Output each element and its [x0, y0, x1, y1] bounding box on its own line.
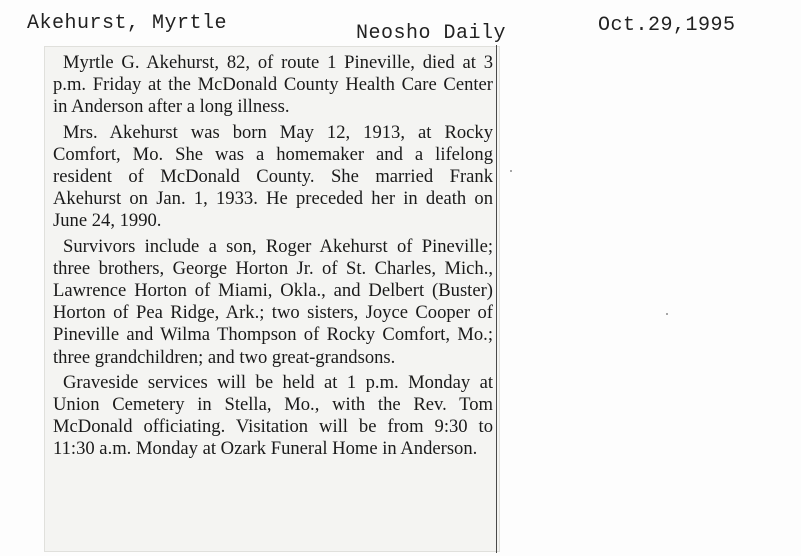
scan-speck: [666, 313, 668, 315]
obituary-paragraph-services: Graveside services will be held at 1 p.m. Monday at Union Cemetery in Stella, Mo., with the Rev. Tom McDonald officiating. Visitation will be from 9:30 to 11:30 a.m. Monday at Ozark Funeral Home in Anderson.: [53, 371, 493, 460]
publication-date-label: Oct.29,1995: [598, 14, 736, 37]
obituary-article: [53, 52, 493, 464]
clipping-cut-edge: [496, 45, 497, 553]
obituary-paragraph-biography: Mrs. Akehurst was born May 12, 1913, at Rocky Comfort, Mo. She was a homemaker and a lifelong resident of McDonald County. She married Frank Akehurst on Jan. 1, 1933. He preceded her in death on June 24, 1990.: [53, 121, 493, 232]
obituary-paragraph-survivors: Survivors include a son, Roger Akehurst of Pineville; three brothers, George Horton Jr. of St. Charles, Mich., Lawrence Horton of Miami, Okla., and Delbert (Buster) Horton of Pea Ridge, Ark.; two sisters, Joyce Cooper of Pineville and Wilma Thompson of Rocky Comfort, Mo.; three grandchildren; and two great-grandsons.: [53, 235, 493, 368]
clipping-label: [0, 12, 801, 45]
obituary-paragraph-death: Myrtle G. Akehurst, 82, of route 1 Pineville, died at 3 p.m. Friday at the McDonald County Health Care Center in Anderson after a long illness.: [53, 52, 493, 118]
deceased-name-label: Akehurst, Myrtle: [27, 12, 228, 35]
newspaper-name-label: Neosho Daily: [356, 22, 507, 45]
scan-speck: [510, 170, 512, 172]
